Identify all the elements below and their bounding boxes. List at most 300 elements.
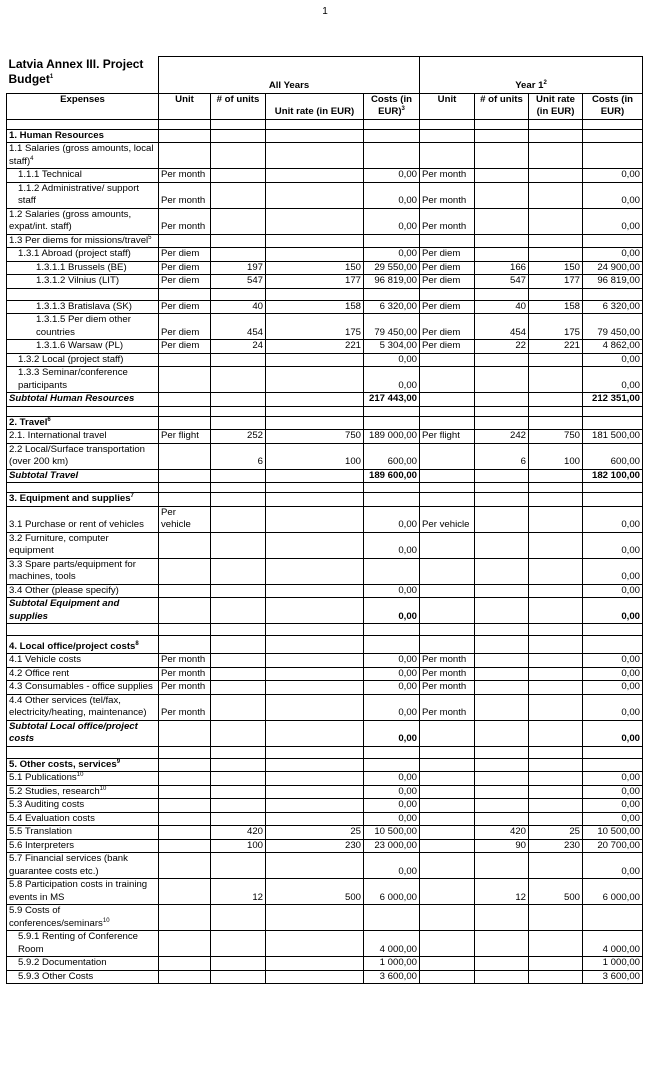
cell-c: 4 000,00	[364, 931, 420, 957]
cell-c: 0,00	[364, 169, 420, 183]
expense-label	[7, 406, 159, 416]
cell-y-unit: Per diem	[420, 275, 475, 289]
cell-r: 150	[266, 261, 364, 275]
cell-r	[266, 853, 364, 879]
cell-r	[266, 970, 364, 984]
cell-n	[211, 469, 266, 483]
cell-unit: Per month	[159, 694, 211, 720]
cell-y-n	[475, 799, 529, 813]
cell-y-c: 181 500,00	[583, 430, 643, 444]
cell-r	[266, 469, 364, 483]
cell-y-unit	[420, 624, 475, 636]
cell-n	[211, 506, 266, 532]
cell-y-unit	[420, 532, 475, 558]
cell-n	[211, 654, 266, 668]
col-y1-unit-rate: Unit rate (in EUR)	[529, 93, 583, 119]
cell-unit: Per diem	[159, 248, 211, 262]
cell-y-n	[475, 720, 529, 746]
cell-y-r	[529, 416, 583, 430]
cell-y-unit: Per flight	[420, 430, 475, 444]
cell-r	[266, 483, 364, 493]
table-row	[7, 681, 643, 695]
table-row	[7, 506, 643, 532]
cell-y-unit	[420, 393, 475, 407]
cell-c	[364, 129, 420, 143]
cell-unit: Per month	[159, 681, 211, 695]
table-row	[7, 667, 643, 681]
cell-y-unit	[420, 785, 475, 799]
cell-y-r	[529, 970, 583, 984]
cell-unit	[159, 493, 211, 507]
expense-label: 5.9 Costs of conferences/seminars$^{10}$	[7, 905, 159, 931]
cell-unit	[159, 826, 211, 840]
cell-y-unit	[420, 799, 475, 813]
cell-r	[266, 532, 364, 558]
cell-y-r	[529, 905, 583, 931]
cell-y-unit	[420, 839, 475, 853]
table-row	[7, 340, 643, 354]
cell-y-unit	[420, 746, 475, 758]
page-number: 1	[322, 6, 328, 17]
cell-n	[211, 367, 266, 393]
cell-y-c: 0,00	[583, 182, 643, 208]
cell-unit	[159, 799, 211, 813]
expense-label: 3.1 Purchase or rent of vehicles	[7, 506, 159, 532]
table-row	[7, 248, 643, 262]
cell-y-r	[529, 624, 583, 636]
cell-y-c	[583, 129, 643, 143]
cell-y-c	[583, 624, 643, 636]
cell-n	[211, 720, 266, 746]
cell-y-unit	[420, 931, 475, 957]
cell-y-unit: Per diem	[420, 340, 475, 354]
cell-y-n	[475, 654, 529, 668]
cell-n	[211, 758, 266, 772]
col-expenses: Expenses	[7, 93, 159, 119]
cell-y-c: 0,00	[583, 584, 643, 598]
cell-c: 10 500,00	[364, 826, 420, 840]
expense-label: 1.2 Salaries (gross amounts, expat/int. staff)	[7, 208, 159, 234]
cell-y-n	[475, 853, 529, 879]
cell-c: 217 443,00	[364, 393, 420, 407]
cell-y-n: 6	[475, 443, 529, 469]
cell-r	[266, 694, 364, 720]
cell-c	[364, 558, 420, 584]
cell-unit: Per diem	[159, 314, 211, 340]
cell-unit	[159, 758, 211, 772]
table-row	[7, 182, 643, 208]
cell-c: 0,00	[364, 248, 420, 262]
cell-y-c	[583, 758, 643, 772]
cell-c	[364, 624, 420, 636]
expense-label: 4.3 Consumables - office supplies	[7, 681, 159, 695]
cell-y-unit	[420, 416, 475, 430]
table-row	[7, 839, 643, 853]
table-row	[7, 812, 643, 826]
expense-label	[7, 746, 159, 758]
cell-c	[364, 288, 420, 300]
cell-n	[211, 182, 266, 208]
cell-y-r: 221	[529, 340, 583, 354]
cell-n	[211, 812, 266, 826]
cell-r	[266, 636, 364, 654]
cell-y-c	[583, 636, 643, 654]
cell-c: 0,00	[364, 367, 420, 393]
cell-y-r	[529, 353, 583, 367]
expense-label: 1.3.1.2 Vilnius (LIT)	[7, 275, 159, 289]
cell-r: 158	[266, 300, 364, 314]
cell-y-c: 6 320,00	[583, 300, 643, 314]
cell-unit	[159, 483, 211, 493]
col-y1-unit: Unit	[420, 93, 475, 119]
cell-y-unit	[420, 469, 475, 483]
expense-label: 5.9.2 Documentation	[7, 957, 159, 971]
table-row	[7, 957, 643, 971]
cell-c: 0,00	[364, 812, 420, 826]
cell-y-c: 0,00	[583, 772, 643, 786]
cell-r	[266, 234, 364, 248]
spacer-row	[7, 406, 643, 416]
cell-unit	[159, 443, 211, 469]
cell-y-unit	[420, 443, 475, 469]
cell-c: 189 000,00	[364, 430, 420, 444]
cell-unit: Per month	[159, 654, 211, 668]
cell-unit	[159, 970, 211, 984]
cell-r	[266, 598, 364, 624]
cell-c: 5 304,00	[364, 340, 420, 354]
cell-y-r	[529, 532, 583, 558]
cell-y-c: 182 100,00	[583, 469, 643, 483]
cell-r	[266, 957, 364, 971]
cell-y-n	[475, 406, 529, 416]
table-row	[7, 931, 643, 957]
cell-n: 40	[211, 300, 266, 314]
cell-y-unit	[420, 905, 475, 931]
cell-y-n	[475, 931, 529, 957]
cell-y-c	[583, 483, 643, 493]
cell-y-n	[475, 483, 529, 493]
cell-c: 0,00	[364, 182, 420, 208]
cell-y-unit	[420, 143, 475, 169]
table-row	[7, 853, 643, 879]
table-row	[7, 970, 643, 984]
cell-y-unit: Per month	[420, 182, 475, 208]
expense-label: 4. Local office/project costs$^8$	[7, 636, 159, 654]
cell-y-c: 96 819,00	[583, 275, 643, 289]
cell-y-n	[475, 248, 529, 262]
table-row	[7, 416, 643, 430]
cell-y-unit	[420, 406, 475, 416]
cell-unit	[159, 558, 211, 584]
expense-label: 1.3.1.5 Per diem other countries	[7, 314, 159, 340]
cell-c: 0,00	[364, 654, 420, 668]
cell-y-r	[529, 288, 583, 300]
cell-n	[211, 208, 266, 234]
cell-n	[211, 772, 266, 786]
cell-y-r	[529, 483, 583, 493]
cell-y-r	[529, 931, 583, 957]
cell-c: 0,00	[364, 785, 420, 799]
cell-unit	[159, 720, 211, 746]
table-row	[7, 879, 643, 905]
cell-y-unit: Per diem	[420, 248, 475, 262]
cell-unit: Per diem	[159, 340, 211, 354]
cell-y-n	[475, 182, 529, 208]
table-row	[7, 772, 643, 786]
cell-c	[364, 905, 420, 931]
cell-y-c: 4 000,00	[583, 931, 643, 957]
expense-label: 4.1 Vehicle costs	[7, 654, 159, 668]
cell-y-c: 6 000,00	[583, 879, 643, 905]
cell-unit	[159, 393, 211, 407]
cell-y-unit	[420, 493, 475, 507]
cell-n	[211, 681, 266, 695]
all-years-header: All Years	[159, 57, 420, 93]
cell-n: 197	[211, 261, 266, 275]
table-row	[7, 129, 643, 143]
cell-c	[364, 636, 420, 654]
cell-y-r: 750	[529, 430, 583, 444]
cell-unit	[159, 839, 211, 853]
cell-n	[211, 234, 266, 248]
cell-y-n	[475, 506, 529, 532]
cell-n	[211, 416, 266, 430]
cell-y-n	[475, 624, 529, 636]
cell-r	[266, 799, 364, 813]
cell-c: 0,00	[364, 772, 420, 786]
cell-y-c	[583, 493, 643, 507]
cell-y-unit	[420, 636, 475, 654]
cell-c: 600,00	[364, 443, 420, 469]
cell-r	[266, 288, 364, 300]
cell-y-c: 0,00	[583, 667, 643, 681]
cell-unit	[159, 234, 211, 248]
cell-y-n	[475, 234, 529, 248]
cell-r	[266, 667, 364, 681]
expense-label: 5.4 Evaluation costs	[7, 812, 159, 826]
cell-y-n	[475, 143, 529, 169]
cell-y-unit	[420, 558, 475, 584]
cell-y-c	[583, 143, 643, 169]
cell-unit	[159, 772, 211, 786]
cell-y-r	[529, 681, 583, 695]
cell-c	[364, 493, 420, 507]
expense-label: 5.7 Financial services (bank guarantee costs etc.)	[7, 853, 159, 879]
cell-y-r	[529, 584, 583, 598]
expense-label: 3.4 Other (please specify)	[7, 584, 159, 598]
cell-y-n: 547	[475, 275, 529, 289]
table-row	[7, 532, 643, 558]
cell-y-n	[475, 416, 529, 430]
cell-unit: Per diem	[159, 261, 211, 275]
cell-y-unit	[420, 483, 475, 493]
cell-y-n	[475, 208, 529, 234]
cell-y-c: 0,00	[583, 169, 643, 183]
cell-y-unit	[420, 584, 475, 598]
cell-c	[364, 406, 420, 416]
cell-y-n	[475, 957, 529, 971]
cell-y-r	[529, 129, 583, 143]
expense-label: 5.3 Auditing costs	[7, 799, 159, 813]
cell-n	[211, 905, 266, 931]
cell-y-c: 0,00	[583, 558, 643, 584]
cell-y-unit	[420, 367, 475, 393]
cell-n	[211, 746, 266, 758]
cell-y-unit: Per month	[420, 654, 475, 668]
expense-label: 1.3.1.1 Brussels (BE)	[7, 261, 159, 275]
cell-y-n: 166	[475, 261, 529, 275]
cell-y-r	[529, 746, 583, 758]
cell-y-c	[583, 406, 643, 416]
table-row	[7, 275, 643, 289]
cell-unit	[159, 288, 211, 300]
cell-y-n	[475, 367, 529, 393]
cell-n	[211, 799, 266, 813]
cell-n: 252	[211, 430, 266, 444]
cell-y-unit	[420, 288, 475, 300]
cell-y-n: 22	[475, 340, 529, 354]
cell-y-n	[475, 681, 529, 695]
cell-unit	[159, 584, 211, 598]
table-row	[7, 584, 643, 598]
cell-y-r: 100	[529, 443, 583, 469]
cell-y-r	[529, 248, 583, 262]
cell-c: 3 600,00	[364, 970, 420, 984]
cell-n	[211, 483, 266, 493]
cell-y-n	[475, 532, 529, 558]
cell-r	[266, 169, 364, 183]
cell-y-r: 150	[529, 261, 583, 275]
expense-label: 5.6 Interpreters	[7, 839, 159, 853]
cell-y-unit	[420, 957, 475, 971]
budget-table	[6, 56, 643, 984]
table-row	[7, 558, 643, 584]
col-costs: Costs (in EUR)$^3$	[364, 93, 420, 119]
cell-r	[266, 129, 364, 143]
cell-y-r	[529, 636, 583, 654]
cell-r: 750	[266, 430, 364, 444]
cell-y-n	[475, 785, 529, 799]
cell-y-c	[583, 746, 643, 758]
cell-n	[211, 957, 266, 971]
cell-y-unit: Per month	[420, 694, 475, 720]
table-row	[7, 799, 643, 813]
cell-y-c: 0,00	[583, 694, 643, 720]
cell-c: 189 600,00	[364, 469, 420, 483]
cell-y-c	[583, 905, 643, 931]
cell-y-c: 0,00	[583, 208, 643, 234]
cell-n	[211, 393, 266, 407]
cell-r: 221	[266, 340, 364, 354]
cell-r	[266, 416, 364, 430]
expense-label: 5.5 Translation	[7, 826, 159, 840]
cell-y-unit	[420, 353, 475, 367]
cell-r	[266, 584, 364, 598]
cell-y-unit	[420, 772, 475, 786]
cell-c: 0,00	[364, 598, 420, 624]
cell-y-n	[475, 667, 529, 681]
cell-y-unit: Per diem	[420, 314, 475, 340]
cell-y-unit: Per vehicle	[420, 506, 475, 532]
cell-r	[266, 720, 364, 746]
cell-y-c: 0,00	[583, 248, 643, 262]
expense-label: 5. Other costs, services$^9$	[7, 758, 159, 772]
cell-c: 96 819,00	[364, 275, 420, 289]
cell-y-c: 0,00	[583, 785, 643, 799]
cell-n	[211, 248, 266, 262]
cell-y-c: 0,00	[583, 799, 643, 813]
expense-label: Subtotal Travel	[7, 469, 159, 483]
cell-r	[266, 772, 364, 786]
cell-unit: Per vehicle	[159, 506, 211, 532]
expense-label: 5.2 Studies, research$^{10}$	[7, 785, 159, 799]
cell-n	[211, 667, 266, 681]
expense-label: 2.2 Local/Surface transportation (over 200 km)	[7, 443, 159, 469]
cell-unit: Per month	[159, 182, 211, 208]
cell-c: 0,00	[364, 681, 420, 695]
cell-c: 79 450,00	[364, 314, 420, 340]
cell-y-n	[475, 772, 529, 786]
cell-unit	[159, 905, 211, 931]
cell-y-n	[475, 584, 529, 598]
cell-n	[211, 598, 266, 624]
cell-r	[266, 812, 364, 826]
cell-y-n	[475, 353, 529, 367]
cell-n	[211, 129, 266, 143]
expense-label: 5.8 Participation costs in training events in MS	[7, 879, 159, 905]
cell-n	[211, 353, 266, 367]
expense-label: Subtotal Equipment and supplies	[7, 598, 159, 624]
cell-y-n	[475, 558, 529, 584]
cell-y-r: 230	[529, 839, 583, 853]
col-unit: Unit	[159, 93, 211, 119]
cell-y-n: 454	[475, 314, 529, 340]
spacer-row	[7, 288, 643, 300]
cell-c: 0,00	[364, 667, 420, 681]
col-y1-costs: Costs (in EUR)	[583, 93, 643, 119]
expense-label: 3. Equipment and supplies$^7$	[7, 493, 159, 507]
cell-y-c: 0,00	[583, 853, 643, 879]
cell-c	[364, 416, 420, 430]
table-row	[7, 143, 643, 169]
cell-c	[364, 483, 420, 493]
cell-n	[211, 584, 266, 598]
cell-r	[266, 143, 364, 169]
cell-y-c	[583, 288, 643, 300]
cell-y-unit: Per month	[420, 169, 475, 183]
expense-label: 1.1.1 Technical	[7, 169, 159, 183]
cell-n	[211, 558, 266, 584]
expense-label: 1.1 Salaries (gross amounts, local staff)$^4$	[7, 143, 159, 169]
expense-label: Subtotal Human Resources	[7, 393, 159, 407]
cell-y-unit	[420, 853, 475, 879]
cell-y-c: 0,00	[583, 506, 643, 532]
cell-y-r	[529, 558, 583, 584]
cell-r	[266, 182, 364, 208]
expense-label: 5.9.3 Other Costs	[7, 970, 159, 984]
expense-label: 2. Travel$^6$	[7, 416, 159, 430]
cell-y-r: 175	[529, 314, 583, 340]
cell-y-r: 158	[529, 300, 583, 314]
cell-n: 547	[211, 275, 266, 289]
cell-y-r	[529, 182, 583, 208]
cell-unit	[159, 129, 211, 143]
cell-c: 0,00	[364, 584, 420, 598]
expense-label: 3.3 Spare parts/equipment for machines, tools	[7, 558, 159, 584]
cell-c	[364, 746, 420, 758]
expense-label: 1. Human Resources	[7, 129, 159, 143]
cell-r	[266, 493, 364, 507]
